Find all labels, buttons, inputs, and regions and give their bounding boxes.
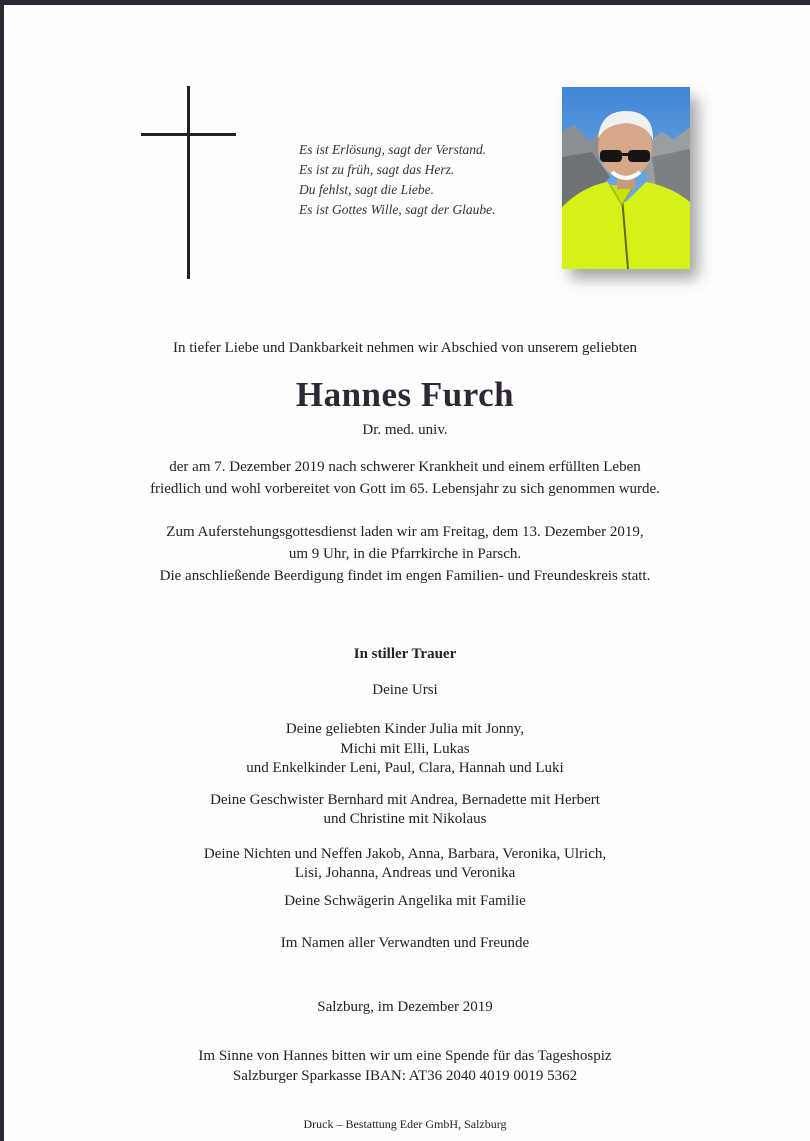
printer-credit: Druck – Bestattung Eder GmbH, Salzburg <box>303 1117 507 1131</box>
siblings-line: Deine Geschwister Bernhard mit Andrea, Bernadette mit Herbert <box>210 792 600 808</box>
service-line: Die anschließende Beerdigung findet im engen Familien- und Freundeskreis statt. <box>159 568 651 584</box>
mourners-heading: In stiller Trauer <box>353 646 457 662</box>
service-line: um 9 Uhr, in die Pfarrkirche in Parsch. <box>288 546 522 562</box>
siblings-line: und Christine mit Nikolaus <box>323 811 487 827</box>
deceased-name: Hannes Furch <box>295 375 515 414</box>
nieces-line: Lisi, Johanna, Andreas und Veronika <box>294 865 516 881</box>
death-line: der am 7. Dezember 2019 nach schwerer Krankheit und einem erfüllten Leben <box>169 459 641 475</box>
spouse-line: Deine Ursi <box>372 682 438 698</box>
children-line: und Enkelkinder Leni, Paul, Clara, Hannah und Luki <box>246 760 564 776</box>
relatives-line: Im Namen aller Verwandten und Freunde <box>280 935 530 951</box>
donation-line: Im Sinne von Hannes bitten wir um eine Spende für das Tageshospiz <box>198 1048 612 1064</box>
cross-icon-bar <box>141 133 236 136</box>
poem <box>299 140 549 220</box>
service-line: Zum Auferstehungsgottesdienst laden wir am Freitag, dem 13. Dezember 2019, <box>166 524 644 540</box>
death-line: friedlich und wohl vorbereitet von Gott im 65. Lebensjahr zu sich genommen wurde. <box>150 481 660 497</box>
poem-line: Es ist Erlösung, sagt der Verstand. <box>299 142 487 157</box>
children-line: Deine geliebten Kinder Julia mit Jonny, <box>285 721 525 737</box>
poem-line: Es ist zu früh, sagt das Herz. <box>299 162 455 177</box>
portrait-photo <box>562 87 690 269</box>
cross-icon <box>187 86 190 279</box>
sister-in-law-line: Deine Schwägerin Angelika mit Familie <box>284 893 526 909</box>
intro-text: In tiefer Liebe und Dankbarkeit nehmen wir Abschied von unserem geliebten <box>172 340 637 356</box>
poem-line: Du fehlst, sagt die Liebe. <box>299 182 434 197</box>
donation-line: Salzburger Sparkasse IBAN: AT36 2040 4019 0019 5362 <box>232 1068 578 1084</box>
academic-title: Dr. med. univ. <box>362 422 448 438</box>
poem-line: Es ist Gottes Wille, sagt der Glaube. <box>299 202 496 217</box>
place-date: Salzburg, im Dezember 2019 <box>317 999 493 1015</box>
children-line: Michi mit Elli, Lukas <box>340 741 470 757</box>
nieces-line: Deine Nichten und Neffen Jakob, Anna, Barbara, Veronika, Ulrich, <box>203 846 607 862</box>
